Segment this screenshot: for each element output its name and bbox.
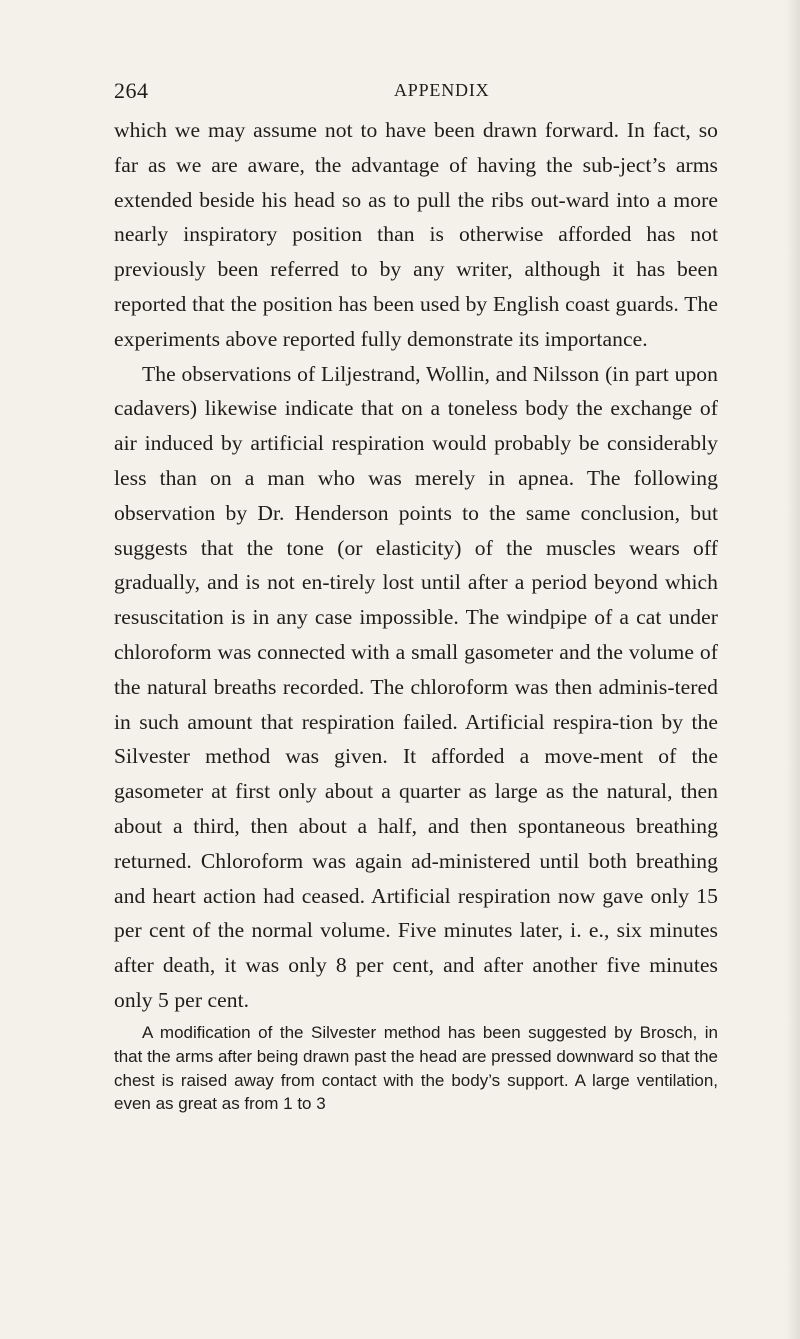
footnote <box>114 1021 718 1116</box>
page-number: 264 <box>114 78 149 103</box>
footnote-text: A modification of the Silvester method has been suggested by Brosch, in that the arms after being drawn past the head are pressed downward so that the chest is raised away from contact with the body’s support. A large ventilation, even as great as from 1 to 3 <box>114 1023 718 1114</box>
body-text <box>114 113 718 1018</box>
page-edge-shadow <box>786 0 800 1339</box>
running-head: APPENDIX <box>394 80 490 100</box>
paragraph-continuation: which we may assume not to have been drawn forward. In fact, so far as we are aware, the advantage of having the sub-ject’s arms extended beside his head so as to pull the ribs out-ward into a more nearly inspiratory position than is otherwise afforded has not previously been referred to by any writer, although it has been reported that the position has been used by English coast guards. The experiments above reported fully demonstrate its importance. <box>114 118 718 351</box>
page-header <box>112 78 712 108</box>
paragraph-observations: The observations of Liljestrand, Wollin, and Nilsson (in part upon cadavers) likewise indicate that on a toneless body the exchange of air induced by artificial respiration would probably be considerably less than on a man who was merely in apnea. The following observation by Dr. Henderson points to the same conclusion, but suggests that the tone (or elasticity) of the muscles wears off gradually, and is not en-tirely lost until after a period beyond which resuscitation is in any case impossible. The windpipe of a cat under chloroform was connected with a small gasometer and the volume of the natural breaths recorded. The chloroform was then adminis-tered in such amount that respiration failed. Artificial respira-tion by the Silvester method was given. It afforded a move-ment of the gasometer at first only about a quarter as large as the natural, then about a third, then about a half, and then spontaneous breathing returned. Chloroform was again ad-ministered until both breathing and heart action had ceased. Artificial respiration now gave only 15 per cent of the normal volume. Five minutes later, i. e., six minutes after death, it was only 8 per cent, and after another five minutes only 5 per cent. <box>114 361 718 1012</box>
